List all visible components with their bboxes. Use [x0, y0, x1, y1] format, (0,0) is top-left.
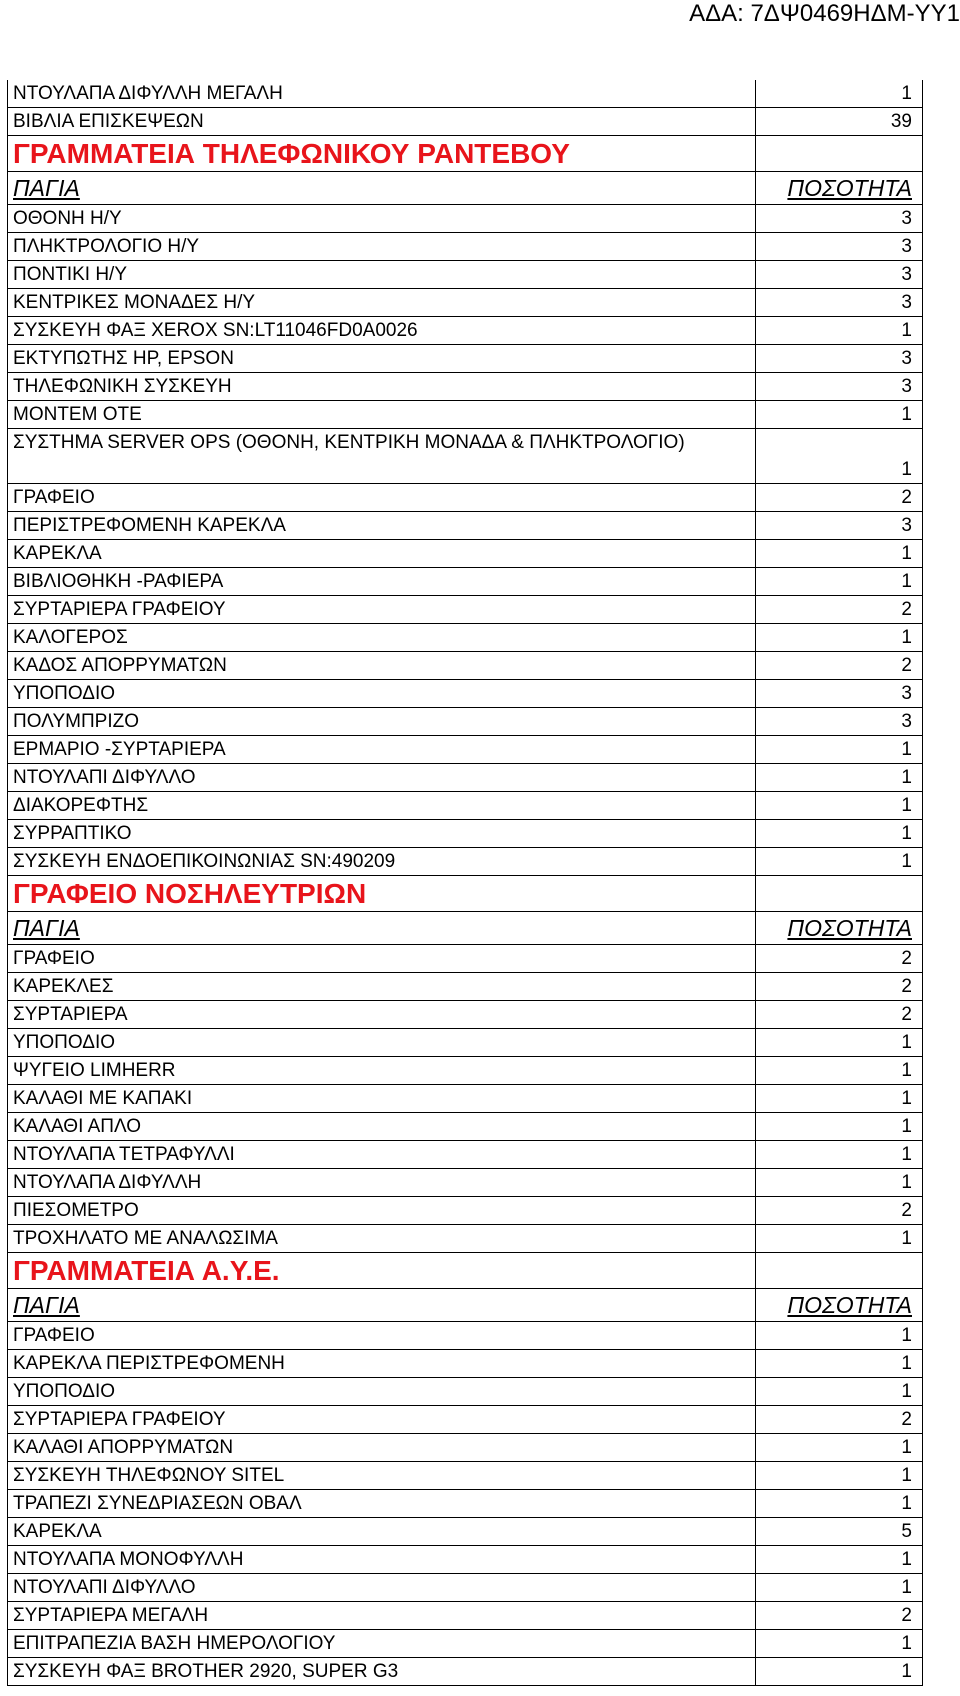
item-name: ΥΠΟΠΟΔΙΟ	[8, 680, 756, 707]
table-row	[8, 1434, 922, 1462]
item-quantity: 3	[901, 264, 912, 285]
table-row	[8, 1378, 922, 1406]
item-quantity: 1	[901, 1577, 912, 1598]
table-row	[8, 568, 922, 596]
item-name: ΚΕΝΤΡΙΚΕΣ ΜΟΝΑΔΕΣ Η/Υ	[8, 289, 756, 316]
item-name: ΝΤΟΥΛΑΠΙ ΔΙΦΥΛΛΟ	[8, 764, 756, 791]
table-row	[8, 1658, 922, 1686]
table-row	[8, 736, 922, 764]
section-title-empty-cell	[756, 1253, 922, 1288]
item-quantity: 5	[901, 1521, 912, 1542]
item-quantity: 1	[901, 1353, 912, 1374]
item-quantity: 1	[901, 571, 912, 592]
inventory-table	[7, 80, 923, 1686]
item-quantity: 1	[901, 1228, 912, 1249]
item-name: ΕΚΤΥΠΩΤΗΣ HP, EPSON	[8, 345, 756, 372]
table-row	[8, 1029, 922, 1057]
item-name: ΕΡΜΑΡΙΟ -ΣΥΡΤΑΡΙΕΡΑ	[8, 736, 756, 763]
item-name: ΣΥΣΚΕΥΗ ΦΑΞ XEROX SN:LT11046FD0A0026	[8, 317, 756, 344]
item-quantity: 2	[901, 1200, 912, 1221]
item-name: ΚΑΡΕΚΛΑ	[8, 1518, 756, 1545]
item-quantity: 1	[901, 1116, 912, 1137]
table-row	[8, 373, 922, 401]
item-name: ΜΟΝΤΕΜ ΟΤΕ	[8, 401, 756, 428]
item-name: ΤΗΛΕΦΩΝΙΚΗ ΣΥΣΚΕΥΗ	[8, 373, 756, 400]
table-row	[8, 1225, 922, 1253]
table-row	[8, 1197, 922, 1225]
table-row	[8, 1001, 922, 1029]
item-name: ΕΠΙΤΡΑΠΕΖΙΑ ΒΑΣΗ ΗΜΕΡΟΛΟΓΙΟΥ	[8, 1630, 756, 1657]
item-quantity: 1	[901, 1437, 912, 1458]
item-name: ΚΑΛΟΓΕΡΟΣ	[8, 624, 756, 651]
table-row	[8, 1169, 922, 1197]
item-name: ΚΑΛΑΘΙ ΑΠΟΡΡΥΜΑΤΩΝ	[8, 1434, 756, 1461]
item-name: ΝΤΟΥΛΑΠΑ ΔΙΦΥΛΛΗ ΜΕΓΑΛΗ	[8, 80, 756, 107]
table-row	[8, 1602, 922, 1630]
table-row	[8, 1490, 922, 1518]
table-row	[8, 1085, 922, 1113]
item-quantity: 1	[901, 1060, 912, 1081]
column-header-items: ΠΑΓΙΑ	[8, 912, 756, 944]
item-quantity: 1	[901, 851, 912, 872]
table-row	[8, 317, 922, 345]
item-name: ΓΡΑΦΕΙΟ	[8, 945, 756, 972]
item-quantity: 3	[901, 683, 912, 704]
item-quantity: 1	[901, 1144, 912, 1165]
item-name: ΣΥΡΤΑΡΙΕΡΑ ΓΡΑΦΕΙΟΥ	[8, 1406, 756, 1433]
item-name: ΟΘΟΝΗ Η/Υ	[8, 205, 756, 232]
table-row	[8, 764, 922, 792]
item-quantity: 1	[901, 1633, 912, 1654]
table-row	[8, 1406, 922, 1434]
section-title: ΓΡΑΜΜΑΤΕΙΑ ΤΗΛΕΦΩΝΙΚΟΥ ΡΑΝΤΕΒΟΥ	[8, 136, 756, 171]
table-row	[8, 1574, 922, 1602]
section-title-empty-cell	[756, 136, 922, 171]
item-quantity: 2	[901, 1409, 912, 1430]
table-row	[8, 652, 922, 680]
table-row	[8, 233, 922, 261]
table-row	[8, 108, 922, 136]
item-quantity: 1	[901, 1325, 912, 1346]
item-quantity: 1	[901, 1493, 912, 1514]
item-name: ΚΑΡΕΚΛΕΣ	[8, 973, 756, 1000]
section-title: ΓΡΑΦΕΙΟ ΝΟΣΗΛΕΥΤΡΙΩΝ	[8, 876, 756, 911]
item-name: ΣΥΡΤΑΡΙΕΡΑ	[8, 1001, 756, 1028]
item-quantity: 2	[901, 1605, 912, 1626]
table-row	[8, 540, 922, 568]
item-name: ΝΤΟΥΛΑΠΑ ΔΙΦΥΛΛΗ	[8, 1169, 756, 1196]
item-name: ΚΑΛΑΘΙ ΑΠΛΟ	[8, 1113, 756, 1140]
item-name: ΠΕΡΙΣΤΡΕΦΟΜΕΝΗ ΚΑΡΕΚΛΑ	[8, 512, 756, 539]
table-row	[8, 1518, 922, 1546]
item-name: ΓΡΑΦΕΙΟ	[8, 1322, 756, 1349]
item-quantity: 3	[901, 208, 912, 229]
column-header-quantity: ΠΟΣΟΤΗΤΑ	[787, 915, 912, 941]
item-quantity: 1	[901, 1381, 912, 1402]
table-row	[8, 289, 922, 317]
item-quantity: 1	[901, 320, 912, 341]
table-row	[8, 848, 922, 876]
item-quantity: 2	[901, 599, 912, 620]
item-quantity: 1	[901, 1172, 912, 1193]
table-row	[8, 261, 922, 289]
item-name: ΣΥΡΤΑΡΙΕΡΑ ΜΕΓΑΛΗ	[8, 1602, 756, 1629]
item-quantity: 2	[901, 487, 912, 508]
table-row	[8, 1630, 922, 1658]
item-quantity: 2	[901, 948, 912, 969]
item-name: ΠΟΝΤΙΚΙ Η/Υ	[8, 261, 756, 288]
table-row	[8, 792, 922, 820]
item-quantity: 2	[901, 1004, 912, 1025]
table-row	[8, 429, 922, 484]
item-name: ΣΥΡΡΑΠΤΙΚΟ	[8, 820, 756, 847]
table-row	[8, 401, 922, 429]
section-title-row	[8, 1253, 922, 1289]
table-row	[8, 205, 922, 233]
item-quantity: 3	[901, 711, 912, 732]
table-row	[8, 1113, 922, 1141]
column-header-items: ΠΑΓΙΑ	[8, 1289, 756, 1321]
item-name: ΝΤΟΥΛΑΠΙ ΔΙΦΥΛΛΟ	[8, 1574, 756, 1601]
table-row	[8, 80, 922, 108]
table-row	[8, 1057, 922, 1085]
item-quantity: 1	[901, 1465, 912, 1486]
item-quantity: 1	[901, 1032, 912, 1053]
item-name: ΚΑΡΕΚΛΑ ΠΕΡΙΣΤΡΕΦΟΜΕΝΗ	[8, 1350, 756, 1377]
table-row	[8, 1322, 922, 1350]
item-name: ΠΙΕΣΟΜΕΤΡΟ	[8, 1197, 756, 1224]
item-name: ΔΙΑΚΟΡΕΦΤΗΣ	[8, 792, 756, 819]
table-row	[8, 624, 922, 652]
item-name: ΚΑΔΟΣ ΑΠΟΡΡΥΜΑΤΩΝ	[8, 652, 756, 679]
column-header-quantity: ΠΟΣΟΤΗΤΑ	[787, 1292, 912, 1318]
item-quantity: 2	[901, 655, 912, 676]
item-quantity: 1	[901, 739, 912, 760]
item-quantity: 3	[901, 292, 912, 313]
item-name: ΝΤΟΥΛΑΠΑ ΜΟΝΟΦΥΛΛΗ	[8, 1546, 756, 1573]
item-name: ΒΙΒΛΙΑ ΕΠΙΣΚΕΨΕΩΝ	[8, 108, 756, 135]
item-name: ΣΥΡΤΑΡΙΕΡΑ ΓΡΑΦΕΙΟΥ	[8, 596, 756, 623]
column-header-row	[8, 172, 922, 205]
item-quantity: 3	[901, 376, 912, 397]
item-name: ΤΡΑΠΕΖΙ ΣΥΝΕΔΡΙΑΣΕΩΝ ΟΒΑΛ	[8, 1490, 756, 1517]
item-name: ΨΥΓΕΙΟ LIMHERR	[8, 1057, 756, 1084]
item-quantity: 3	[901, 348, 912, 369]
item-quantity: 1	[901, 795, 912, 816]
item-quantity: 3	[901, 515, 912, 536]
item-name: ΣΥΣΤΗΜΑ SERVER OPS (ΟΘΟΝΗ, ΚΕΝΤΡΙΚΗ ΜΟΝΑΔΑ & ΠΛΗΚΤΡΟΛΟΓΙΟ)	[8, 429, 756, 483]
item-name: ΝΤΟΥΛΑΠΑ ΤΕΤΡΑΦΥΛΛΙ	[8, 1141, 756, 1168]
item-quantity: 1	[901, 1549, 912, 1570]
item-name: ΠΛΗΚΤΡΟΛΟΓΙΟ Η/Υ	[8, 233, 756, 260]
item-quantity: 1	[901, 543, 912, 564]
table-row	[8, 708, 922, 736]
table-row	[8, 820, 922, 848]
item-quantity	[756, 429, 922, 483]
item-quantity: 3	[901, 236, 912, 257]
table-row	[8, 1141, 922, 1169]
table-row	[8, 512, 922, 540]
section-title-empty-cell	[756, 876, 922, 911]
item-name: ΣΥΣΚΕΥΗ ΕΝΔΟΕΠΙΚΟΙΝΩΝΙΑΣ SN:490209	[8, 848, 756, 875]
item-name: ΤΡΟΧΗΛΑΤΟ ΜΕ ΑΝΑΛΩΣΙΜΑ	[8, 1225, 756, 1252]
column-header-row	[8, 912, 922, 945]
column-header-row	[8, 1289, 922, 1322]
section-title: ΓΡΑΜΜΑΤΕΙΑ Α.Υ.Ε.	[8, 1253, 756, 1288]
item-quantity: 1	[901, 627, 912, 648]
item-name: ΚΑΡΕΚΛΑ	[8, 540, 756, 567]
item-name: ΒΙΒΛΙΟΘΗΚΗ -ΡΑΦΙΕΡΑ	[8, 568, 756, 595]
item-name: ΓΡΑΦΕΙΟ	[8, 484, 756, 511]
item-quantity: 1	[901, 767, 912, 788]
table-row	[8, 680, 922, 708]
table-row	[8, 973, 922, 1001]
table-row	[8, 1350, 922, 1378]
item-name: ΣΥΣΚΕΥΗ ΤΗΛΕΦΩΝΟΥ SITEL	[8, 1462, 756, 1489]
table-row	[8, 1462, 922, 1490]
item-name: ΠΟΛΥΜΠΡΙΖΟ	[8, 708, 756, 735]
item-quantity: 1	[901, 83, 912, 104]
item-quantity: 1	[901, 1088, 912, 1109]
table-row	[8, 345, 922, 373]
column-header-quantity: ΠΟΣΟΤΗΤΑ	[787, 175, 912, 201]
table-row	[8, 484, 922, 512]
table-row	[8, 596, 922, 624]
section-title-row	[8, 876, 922, 912]
item-quantity: 2	[901, 976, 912, 997]
section-title-row	[8, 136, 922, 172]
item-quantity: 1	[901, 404, 912, 425]
item-name: ΚΑΛΑΘΙ ΜΕ ΚΑΠΑΚΙ	[8, 1085, 756, 1112]
table-row	[8, 945, 922, 973]
ada-header: ΑΔΑ: 7ΔΨ0469ΗΔΜ-ΥΥ1	[689, 0, 960, 27]
column-header-items: ΠΑΓΙΑ	[8, 172, 756, 204]
item-quantity: 39	[890, 111, 912, 132]
item-quantity: 1	[901, 1661, 912, 1682]
item-name: ΥΠΟΠΟΔΙΟ	[8, 1378, 756, 1405]
item-name: ΣΥΣΚΕΥΗ ΦΑΞ BROTHER 2920, SUPER G3	[8, 1658, 756, 1685]
item-quantity-value: 1	[901, 459, 912, 480]
item-quantity: 1	[901, 823, 912, 844]
table-row	[8, 1546, 922, 1574]
item-name: ΥΠΟΠΟΔΙΟ	[8, 1029, 756, 1056]
